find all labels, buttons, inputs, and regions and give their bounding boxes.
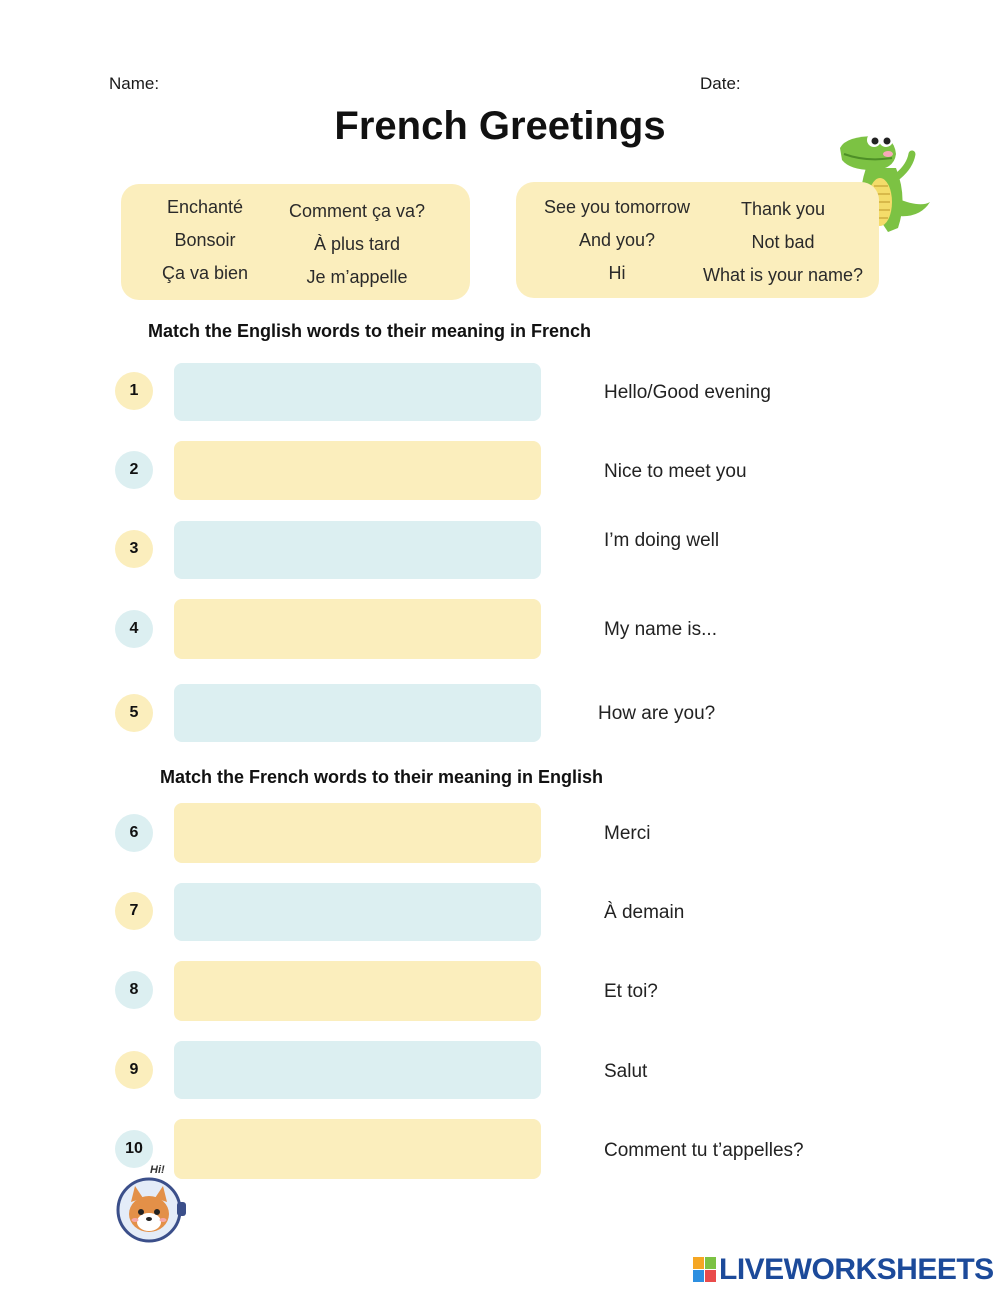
answer-input-1[interactable] xyxy=(174,363,541,421)
section2-instruction: Match the French words to their meaning in English xyxy=(160,767,604,787)
match-word: My name is... xyxy=(604,619,717,640)
item-number: 10 xyxy=(115,1130,153,1168)
item-number: 9 xyxy=(115,1051,153,1089)
logo-blocks-icon xyxy=(693,1257,717,1283)
brand-name: LIVEWORKSHEETS xyxy=(719,1253,994,1286)
match-word: I’m doing well xyxy=(604,530,720,551)
match-word: Hello/Good evening xyxy=(604,382,771,403)
date-label: Date: xyxy=(700,74,741,93)
name-label: Name: xyxy=(109,74,160,93)
answer-input-3[interactable] xyxy=(174,521,541,579)
answer-input-8[interactable] xyxy=(174,961,541,1021)
item-number: 7 xyxy=(115,892,153,930)
word-bank-french xyxy=(121,184,470,300)
bank-word: Enchanté xyxy=(166,197,244,217)
item-number: 3 xyxy=(115,530,153,568)
bank-word: Je m’appelle xyxy=(306,267,408,287)
bank-word: Not bad xyxy=(751,232,815,252)
item-number: 1 xyxy=(115,372,153,410)
match-word: À demain xyxy=(604,902,685,923)
answer-input-5[interactable] xyxy=(174,684,541,742)
answer-input-2[interactable] xyxy=(174,441,541,500)
bank-word: À plus tard xyxy=(313,234,401,254)
item-number: 2 xyxy=(115,451,153,489)
section1-instruction: Match the English words to their meaning in French xyxy=(148,321,592,341)
page-title: French Greetings xyxy=(334,104,666,148)
answer-input-10[interactable] xyxy=(174,1119,541,1179)
bank-word: Ça va bien xyxy=(161,263,249,283)
item-number: 4 xyxy=(115,610,153,648)
answer-input-7[interactable] xyxy=(174,883,541,941)
bank-word: What is your name? xyxy=(702,265,864,285)
item-number: 5 xyxy=(115,694,153,732)
answer-input-4[interactable] xyxy=(174,599,541,659)
answer-input-6[interactable] xyxy=(174,803,541,863)
bank-word: Comment ça va? xyxy=(288,201,426,221)
mascot-bubble: Hi! xyxy=(150,1164,165,1176)
match-word: Merci xyxy=(604,823,651,844)
item-number: 6 xyxy=(115,814,153,852)
bank-word: Bonsoir xyxy=(174,230,236,250)
match-word: Salut xyxy=(604,1061,648,1082)
bank-word: Hi xyxy=(608,263,626,283)
bank-word: Thank you xyxy=(740,199,826,219)
match-word: How are you? xyxy=(598,703,716,724)
item-number: 8 xyxy=(115,971,153,1009)
word-bank-english xyxy=(516,182,879,298)
match-word: Nice to meet you xyxy=(604,461,747,482)
match-word: Et toi? xyxy=(604,981,658,1002)
match-word: Comment tu t’appelles? xyxy=(604,1140,804,1161)
dog-astronaut-icon xyxy=(113,1176,189,1244)
answer-input-9[interactable] xyxy=(174,1041,541,1099)
bank-word: See you tomorrow xyxy=(543,197,691,217)
bank-word: And you? xyxy=(578,230,656,250)
liveworksheets-logo xyxy=(693,1253,994,1287)
